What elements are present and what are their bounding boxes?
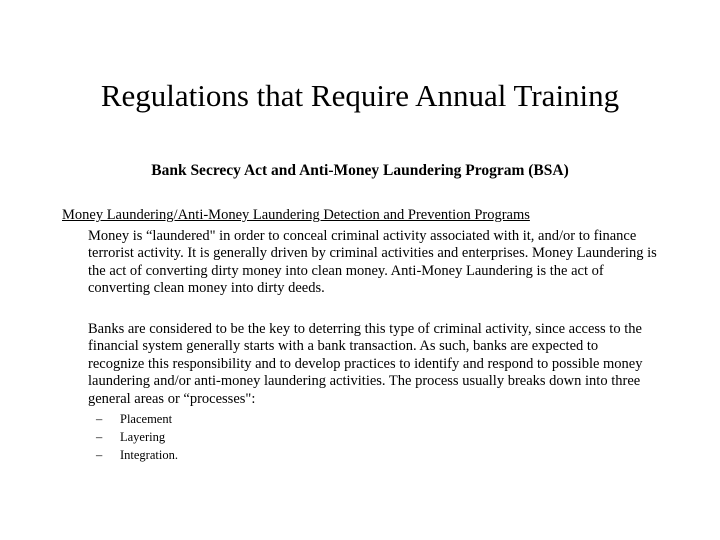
list-item bbox=[96, 410, 178, 428]
list-item-label: Integration. bbox=[120, 448, 178, 462]
dash-bullet-icon: – bbox=[96, 412, 103, 426]
list-item-label: Layering bbox=[120, 430, 166, 444]
paragraph-money-laundering-definition: Money is “laundered" in order to conceal criminal activity associated with it, and/or to finance terrorist activity. It is generally driven by criminal activities and enterprises. Money Laundering is the act of converting dirty money into clean money. Anti-Money Laundering is the act of converting clean money into dirty deeds. bbox=[88, 228, 657, 297]
process-list bbox=[96, 410, 178, 464]
dash-bullet-icon: – bbox=[96, 448, 103, 462]
list-item bbox=[96, 446, 178, 464]
list-item bbox=[96, 428, 178, 446]
paragraph-banks-role: Banks are considered to be the key to deterring this type of criminal activity, since access to the financial system generally starts with a bank transaction. As such, banks are expected to recognize this responsibility and to develop practices to identify and respond to possible money laundering and/or anti-money laundering activities. The process usually breaks down into three general areas or “processes": bbox=[88, 321, 643, 407]
section-heading: Money Laundering/Anti-Money Laundering Detection and Prevention Programs bbox=[62, 207, 530, 223]
slide-title: Regulations that Require Annual Training bbox=[100, 78, 620, 113]
slide-subtitle: Bank Secrecy Act and Anti-Money Laundering Program (BSA) bbox=[151, 162, 569, 179]
dash-bullet-icon: – bbox=[96, 430, 103, 444]
list-item-label: Placement bbox=[120, 412, 173, 426]
